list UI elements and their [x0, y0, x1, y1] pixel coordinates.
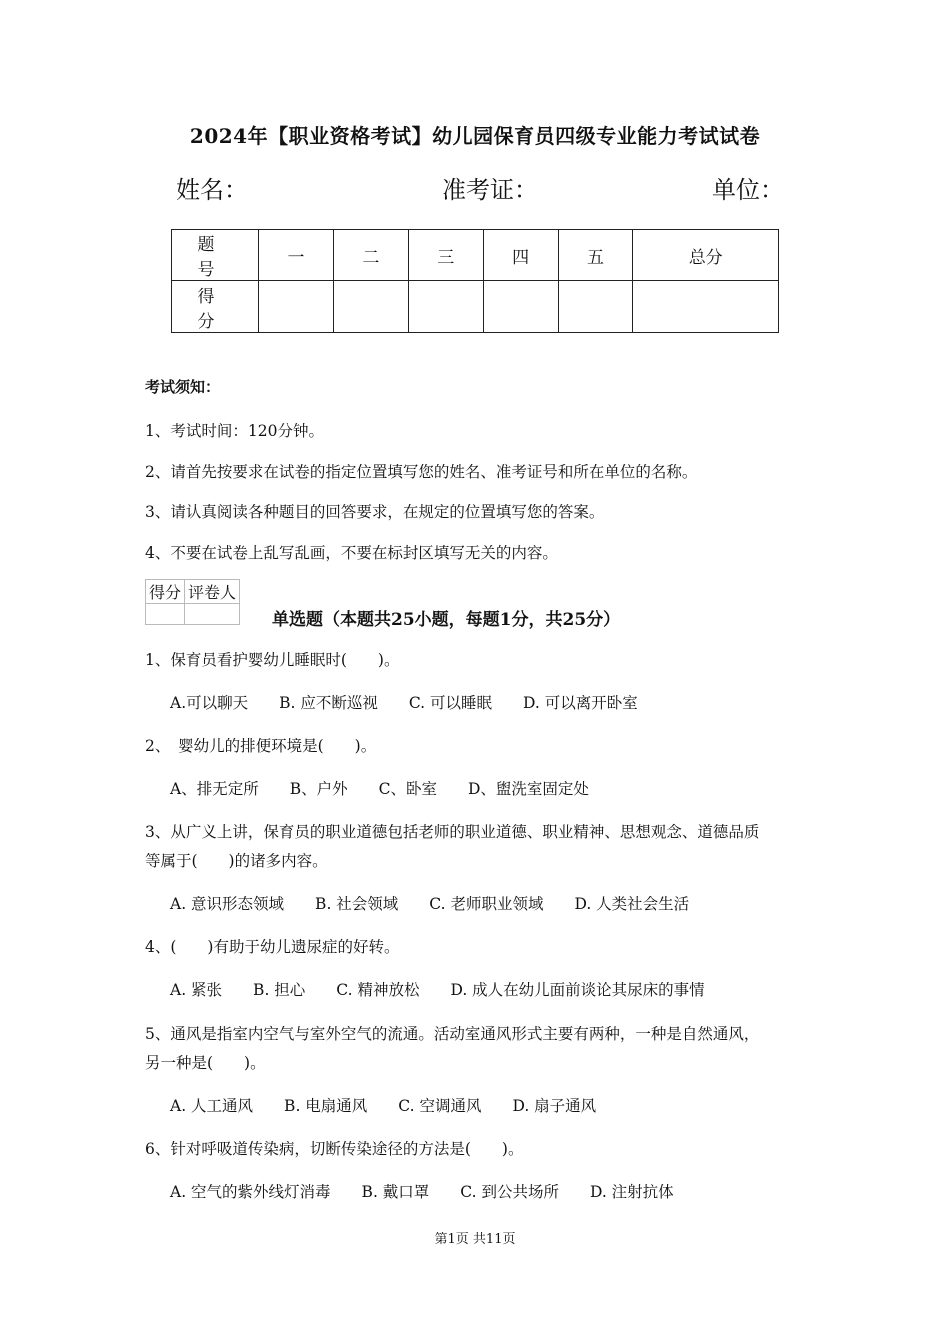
question-5-options: A. 人工通风 B. 电扇通风 C. 空调通风 D. 扇子通风	[170, 1097, 597, 1115]
score-table-cell: 五	[558, 230, 633, 281]
grader-score-cell[interactable]	[146, 604, 185, 625]
note-item: 3、请认真阅读各种题目的回答要求，在规定的位置填写您的答案。	[145, 503, 605, 521]
score-table-cell: 题 号	[172, 230, 259, 281]
page-footer: 第1页 共11页	[434, 1232, 516, 1247]
score-table-cell: 一	[259, 230, 334, 281]
section-title: 单选题（本题共25小题，每题1分，共25分）	[272, 610, 621, 630]
score-table-cell: 总分	[633, 230, 779, 281]
question-3: 3、从广义上讲，保育员的职业道德包括老师的职业道德、职业精神、思想观念、道德品质	[145, 823, 760, 841]
score-table	[171, 229, 779, 333]
score-table-cell: 三	[408, 230, 483, 281]
question-3-options: A. 意识形态领域 B. 社会领域 C. 老师职业领域 D. 人类社会生活	[170, 895, 690, 913]
score-input-cell[interactable]	[558, 281, 633, 333]
question-5-continuation: 另一种是( )。	[145, 1054, 266, 1072]
grader-box	[145, 579, 240, 625]
question-1-options: A.可以聊天 B. 应不断巡视 C. 可以睡眠 D. 可以离开卧室	[170, 694, 638, 712]
score-input-cell[interactable]	[633, 281, 779, 333]
note-item: 2、请首先按要求在试卷的指定位置填写您的姓名、准考证号和所在单位的名称。	[145, 463, 698, 481]
question-1: 1、保育员看护婴幼儿睡眠时( )。	[145, 651, 400, 669]
question-2-options: A、排无定所 B、户外 C、卧室 D、盥洗室固定处	[170, 780, 589, 798]
question-6: 6、针对呼吸道传染病，切断传染途径的方法是( )。	[145, 1140, 524, 1158]
question-4: 4、( )有助于幼儿遗尿症的好转。	[145, 938, 400, 956]
question-2: 2、 婴幼儿的排便环境是( )。	[145, 737, 377, 755]
question-6-options: A. 空气的紫外线灯消毒 B. 戴口罩 C. 到公共场所 D. 注射抗体	[170, 1183, 674, 1201]
page-title: 2024年【职业资格考试】幼儿园保育员四级专业能力考试试卷	[189, 124, 761, 148]
score-table-cell: 二	[333, 230, 408, 281]
notes-title: 考试须知：	[145, 378, 221, 396]
score-table-cell: 四	[483, 230, 558, 281]
note-item: 4、不要在试卷上乱写乱画，不要在标封区填写无关的内容。	[145, 544, 558, 562]
score-input-cell[interactable]	[333, 281, 408, 333]
score-table-cell: 得 分	[172, 281, 259, 333]
question-4-options: A. 紧张 B. 担心 C. 精神放松 D. 成人在幼儿面前谈论其尿床的事情	[170, 981, 705, 999]
grader-score-label: 得分	[146, 580, 185, 604]
question-3-continuation: 等属于( )的诸多内容。	[145, 852, 328, 870]
score-input-cell[interactable]	[259, 281, 334, 333]
unit-field-label: 单位：	[712, 176, 784, 204]
candidate-fields	[0, 170, 950, 204]
question-5: 5、通风是指室内空气与室外空气的流通。活动室通风形式主要有两种，一种是自然通风，	[145, 1025, 760, 1043]
grader-reviewer-cell[interactable]	[185, 604, 240, 625]
score-table-score-row	[172, 281, 779, 333]
note-item: 1、考试时间：120分钟。	[145, 422, 324, 440]
score-input-cell[interactable]	[483, 281, 558, 333]
name-field-label: 姓名：	[176, 176, 248, 204]
grader-reviewer-label: 评卷人	[185, 580, 240, 604]
exam-id-field-label: 准考证：	[442, 176, 538, 204]
score-input-cell[interactable]	[408, 281, 483, 333]
score-table-header-row	[172, 230, 779, 281]
